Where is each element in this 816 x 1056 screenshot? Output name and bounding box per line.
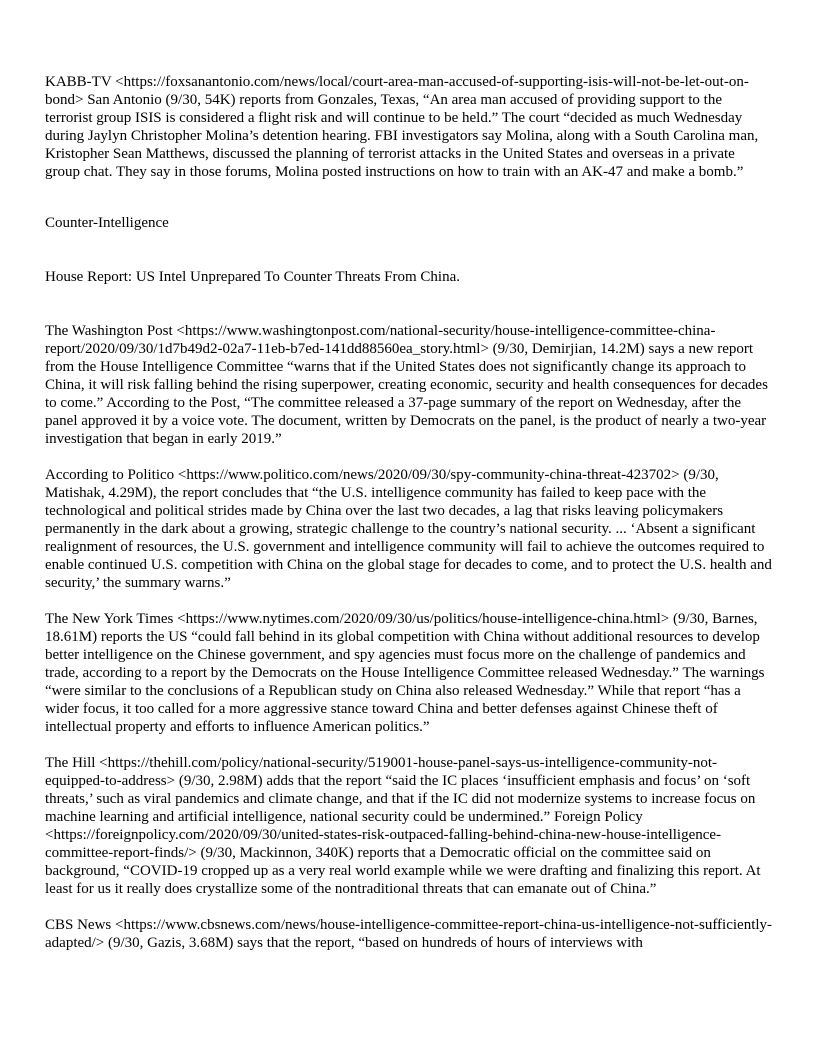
body-paragraph-cbs-news: CBS News <https://www.cbsnews.com/news/house-intelligence-committee-report-china-us-intelligence-not-sufficiently-adapted/> (9/30, Gazis, 3.68M) says that the report, “based on hundreds of hours of interviews with bbox=[45, 917, 773, 951]
spacer bbox=[45, 898, 773, 916]
spacer bbox=[45, 736, 773, 754]
spacer bbox=[45, 286, 773, 322]
intro-paragraph: KABB-TV <https://foxsanantonio.com/news/local/court-area-man-accused-of-supporting-isis-will-not-be-let-out-on-bond> San Antonio (9/30, 54K) reports from Gonzales, Texas, “An area man accused of providing support to the terrorist group ISIS is considered a flight risk and will continue to be held.” The court “decided as much Wednesday during Jaylyn Christopher Molina’s detention hearing. FBI investigators say Molina, along with a South Carolina man, Kristopher Sean Matthews, discussed the planning of terrorist attacks in the United States and overseas in a private group chat. They say in those forums, Molina posted instructions on how to train with an AK-47 and make a bomb.” bbox=[45, 74, 759, 180]
spacer bbox=[45, 181, 773, 214]
spacer bbox=[45, 592, 773, 610]
body-paragraph-politico: According to Politico <https://www.politico.com/news/2020/09/30/spy-community-china-threat-423702> (9/30, Matishak, 4.29M), the report concludes that “the U.S. intelligence community has failed to keep pace with the technological and political strides made by China over the last two decades, a lag that risks leaving policymakers permanently in the dark about a growing, strategic challenge to the country’s national security. ... ‘Absent a significant realignment of resources, the U.S. government and intelligence community will fail to achieve the outcomes required to enable continued U.S. competition with China on the global stage for decades to come, and to protect the U.S. health and security,’ the summary warns.” bbox=[45, 467, 772, 591]
body-paragraph-nytimes: The New York Times <https://www.nytimes.com/2020/09/30/us/politics/house-intelligence-china.html> (9/30, Barnes, 18.61M) reports the US “could fall behind in its global competition with China without additional resources to develop better intelligence on the Chinese government, and spy agencies must focus more on the challenge of pandemics and trade, according to a report by the Democrats on the House Intelligence Committee released Wednesday.” The warnings “were similar to the conclusions of a Republican study on China also released Wednesday.” While that report “has a wider focus, it too called for a more aggressive stance toward China and better defenses against Chinese theft of intellectual property and efforts to influence American politics.” bbox=[45, 611, 765, 735]
document-page bbox=[45, 73, 773, 952]
spacer bbox=[45, 448, 773, 466]
article-headline: House Report: US Intel Unprepared To Counter Threats From China. bbox=[45, 269, 460, 285]
body-paragraph-the-hill: The Hill <https://thehill.com/policy/national-security/519001-house-panel-says-us-intelligence-community-not-equipped-to-address> (9/30, 2.98M) adds that the report “said the IC places ‘insufficient emphasis and focus’ on ‘soft threats,’ such as viral pandemics and climate change, and that if the IC did not modernize systems to increase focus on machine learning and artificial intelligence, national security could be undermined.” Foreign Policy <https://foreignpolicy.com/2020/09/30/united-states-risk-outpaced-falling-behind-china-new-house-intelligence-committee-report-finds/> (9/30, Mackinnon, 340K) reports that a Democratic official on the committee said on background, “COVID-19 cropped up as a very real world example while we were drafting and finalizing this report. At least for us it really does crystallize some of the nontraditional threats that can emanate out of China.” bbox=[45, 755, 761, 897]
spacer bbox=[45, 232, 773, 268]
body-paragraph-washington-post: The Washington Post <https://www.washingtonpost.com/national-security/house-intelligence-committee-china-report/2020/09/30/1d7b49d2-02a7-11eb-b7ed-141dd88560ea_story.html> (9/30, Demirjian, 14.2M) says a new report from the House Intelligence Committee “warns that if the United States does not significantly change its approach to China, it will risk falling behind the rising superpower, creating economic, security and health consequences for decades to come.” According to the Post, “The committee released a 37-page summary of the report on Wednesday, after the panel approved it by a voice vote. The document, written by Democrats on the panel, is the product of nearly a two-year investigation that began in early 2019.” bbox=[45, 323, 768, 447]
section-heading: Counter-Intelligence bbox=[45, 215, 169, 231]
